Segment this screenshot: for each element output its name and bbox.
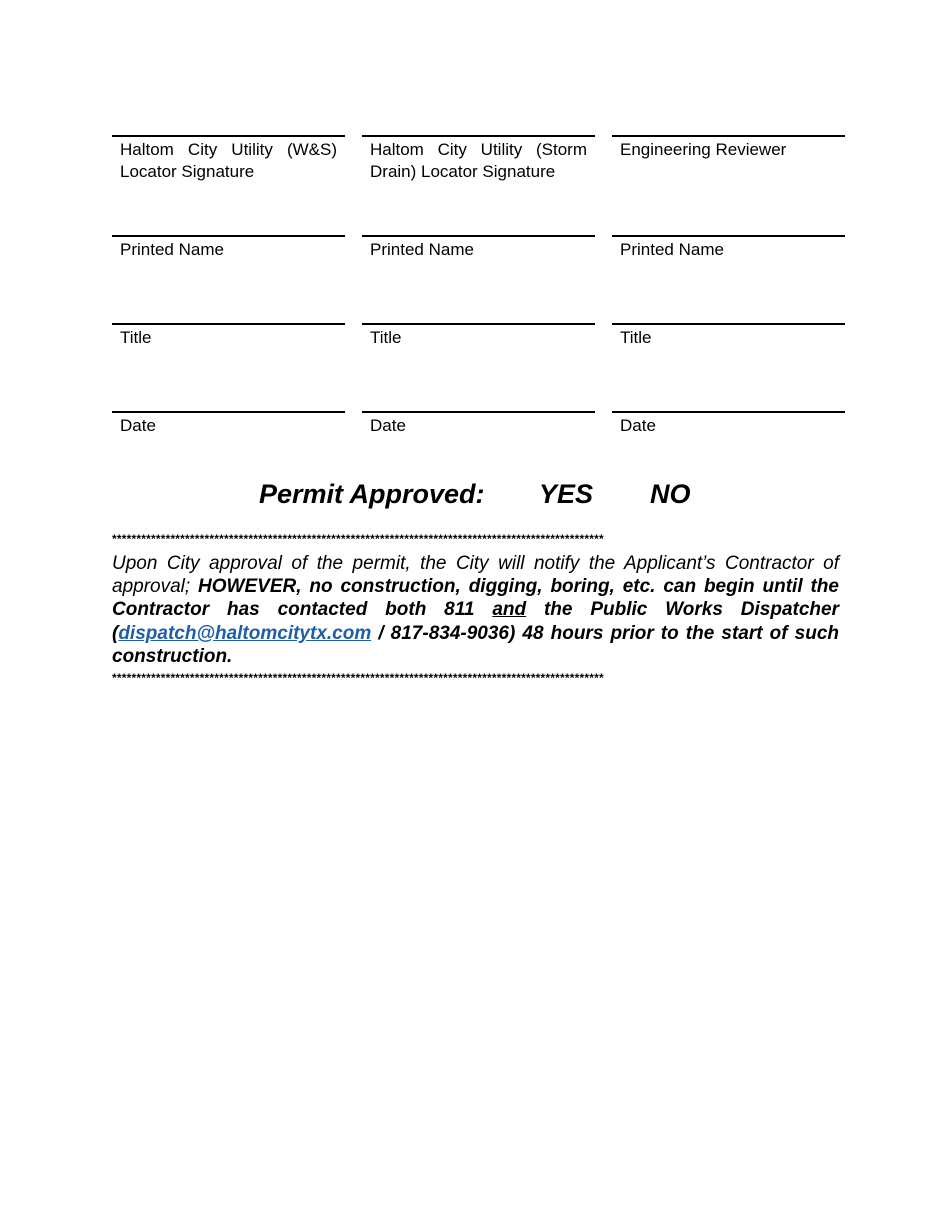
storm-drain-locator-signature-label: Haltom City Utility (Storm Drain) Locator Signature — [370, 140, 587, 181]
ws-locator-printed-name-line[interactable] — [112, 235, 345, 261]
storm-drain-locator-title-line[interactable] — [362, 323, 595, 349]
ws-locator-signature-line[interactable] — [112, 135, 345, 235]
title-label: Title — [120, 328, 152, 347]
date-label: Date — [370, 416, 406, 435]
title-label: Title — [620, 328, 652, 347]
ws-locator-signature-label: Haltom City Utility (W&S) Locator Signature — [120, 140, 337, 181]
approved-no-option[interactable]: NO — [650, 479, 691, 509]
stars-divider-top: ***************************************************************************************************** — [112, 532, 604, 546]
engineering-reviewer-title-line[interactable] — [612, 323, 845, 349]
notice-paragraph — [112, 552, 839, 668]
notice-bold-part2: the Public Works Dispatcher ( — [112, 599, 839, 644]
dispatch-email-link[interactable]: dispatch@haltomcitytx.com — [118, 622, 372, 644]
permit-approved-row — [0, 476, 950, 512]
date-label: Date — [120, 416, 156, 435]
title-label: Title — [370, 328, 402, 347]
ws-locator-date-line[interactable] — [112, 411, 345, 437]
printed-name-label: Printed Name — [120, 240, 224, 259]
stars-divider-bottom: ***************************************************************************************************** — [112, 671, 604, 685]
engineering-reviewer-printed-name-line[interactable] — [612, 235, 845, 261]
printed-name-label: Printed Name — [370, 240, 474, 259]
storm-drain-locator-date-line[interactable] — [362, 411, 595, 437]
permit-approved-label: Permit Approved: — [259, 479, 485, 509]
notice-and-word: and — [492, 599, 527, 621]
notice-bold-part1: HOWEVER, no construction, digging, boring, etc. can begin until the Contractor has contacted both 811 — [112, 576, 839, 621]
printed-name-label: Printed Name — [620, 240, 724, 259]
engineering-reviewer-date-line[interactable] — [612, 411, 845, 437]
engineering-reviewer-signature-line[interactable] — [612, 135, 845, 235]
storm-drain-locator-printed-name-line[interactable] — [362, 235, 595, 261]
engineering-reviewer-label: Engineering Reviewer — [620, 140, 787, 159]
notice-bold-part3: / 817-834-9036) 48 hours prior to the start of such construction. — [112, 622, 839, 667]
ws-locator-title-line[interactable] — [112, 323, 345, 349]
notice-intro: Upon City approval of the permit, the City will notify the Applicant’s Contractor of approval; — [112, 553, 839, 598]
approved-yes-option[interactable]: YES — [539, 479, 594, 509]
date-label: Date — [620, 416, 656, 435]
storm-drain-locator-signature-line[interactable] — [362, 135, 595, 235]
